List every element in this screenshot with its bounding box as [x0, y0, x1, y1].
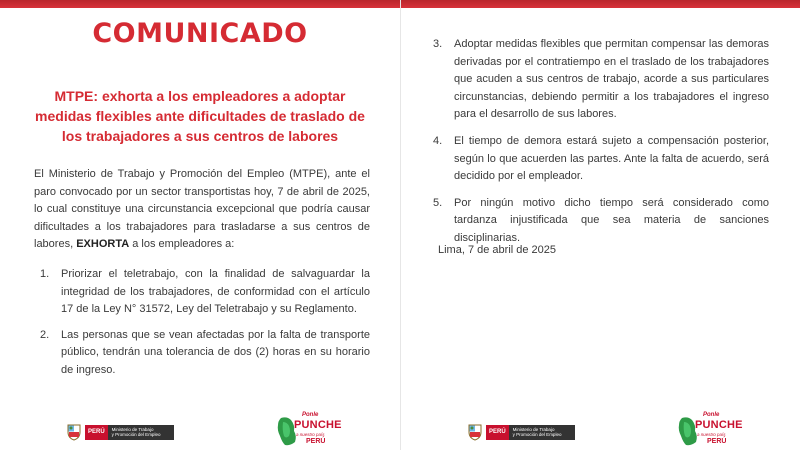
- ministry-line-1: Ministerio de Trabajo: [111, 426, 154, 432]
- list-item: [433, 36, 769, 124]
- list-number: 4.: [433, 134, 443, 147]
- ministry-label: [108, 425, 174, 440]
- list-number: 5.: [433, 196, 443, 209]
- ministry-label: [509, 425, 575, 440]
- logo-text-tagline: a nuestro país: [697, 432, 726, 437]
- logo-text-ponle: Ponle: [703, 412, 720, 418]
- numbered-list: [40, 266, 370, 388]
- subtitle: MTPE: exhorta a los empleadores a adoptar medidas flexibles ante dificultades de traslado de los trabajadores a sus centros de labores: [35, 88, 365, 144]
- list-item: [40, 327, 370, 380]
- intro-text: El Ministerio de Trabajo y Promoción del Empleo (MTPE), ante el paro convocado por un sector transportistas hoy, 7 de abril de 2025, lo cual constituye una circunstancia excepcional que podría causar dificultades a los trabajadores para trasladarse a sus centros de labores,: [34, 168, 370, 251]
- logo-text-peru: PERÚ: [707, 438, 727, 445]
- gov-logo: [467, 421, 575, 443]
- list-item: [433, 195, 769, 248]
- page-title: COMUNICADO: [92, 18, 308, 49]
- coat-of-arms-icon: [66, 423, 82, 441]
- list-text: Las personas que se vean afectadas por la falta de transporte público, tendrán una tolerancia de dos (2) horas en su horario de ingreso.: [61, 328, 370, 376]
- list-number: 1.: [40, 268, 50, 280]
- list-number: 3.: [433, 38, 443, 50]
- ministry-line-1: Ministerio de Trabajo: [512, 426, 555, 432]
- ministry-line-2: y Promoción del Empleo: [111, 432, 161, 437]
- list-text: Priorizar el teletrabajo, con la finalidad de salvaguardar la integridad de los trabajadores, de conformidad con el artículo 17 de la Ley N° 31572, Ley del Teletrabajo y su Reglamento.: [61, 268, 370, 316]
- list-text: Adoptar medidas flexibles que permitan compensar las demoras derivadas por el contratiempo en el traslado de los trabajadores que acuden a sus centros de trabajo, acorde a sus particulares circunstancias, debiendo permitir a los trabajadores el ingreso para el desarrollo de sus labores.: [454, 38, 769, 121]
- top-accent-bar: [0, 0, 400, 8]
- logo-text-peru: PERÚ: [306, 438, 326, 445]
- punche-peru-logo: [673, 410, 741, 450]
- peru-label: PERÚ: [486, 425, 509, 440]
- logo-text-tagline: a nuestro país: [296, 432, 325, 437]
- right-page: [400, 0, 800, 450]
- ministry-line-2: y Promoción del Empleo: [512, 432, 562, 437]
- dateline: Lima, 7 de abril de 2025: [438, 244, 557, 256]
- list-item: [40, 266, 370, 319]
- intro-paragraph: [34, 166, 370, 254]
- numbered-list-continued: [433, 36, 769, 257]
- coat-of-arms-icon: [467, 423, 483, 441]
- logo-text-punche: PUNCHE: [294, 419, 342, 431]
- logo-text-punche: PUNCHE: [695, 419, 743, 431]
- intro-text-end: a los empleadores a:: [129, 238, 235, 251]
- list-text: Por ningún motivo dicho tiempo será considerado como tardanza injustificada que sea materia de sanciones disciplinarias.: [454, 196, 769, 244]
- list-text: El tiempo de demora estará sujeto a compensación posterior, según lo que acuerden las partes. Ante la falta de acuerdo, será decidido por el empleador.: [454, 134, 769, 183]
- list-item: [433, 133, 769, 186]
- punche-peru-logo: [272, 410, 340, 450]
- peru-label: PERÚ: [85, 425, 108, 440]
- list-number: 2.: [40, 328, 50, 341]
- top-accent-bar: [401, 0, 800, 8]
- gov-logo: [66, 421, 174, 443]
- logo-text-ponle: Ponle: [302, 412, 319, 418]
- intro-bold: EXHORTA: [76, 238, 130, 251]
